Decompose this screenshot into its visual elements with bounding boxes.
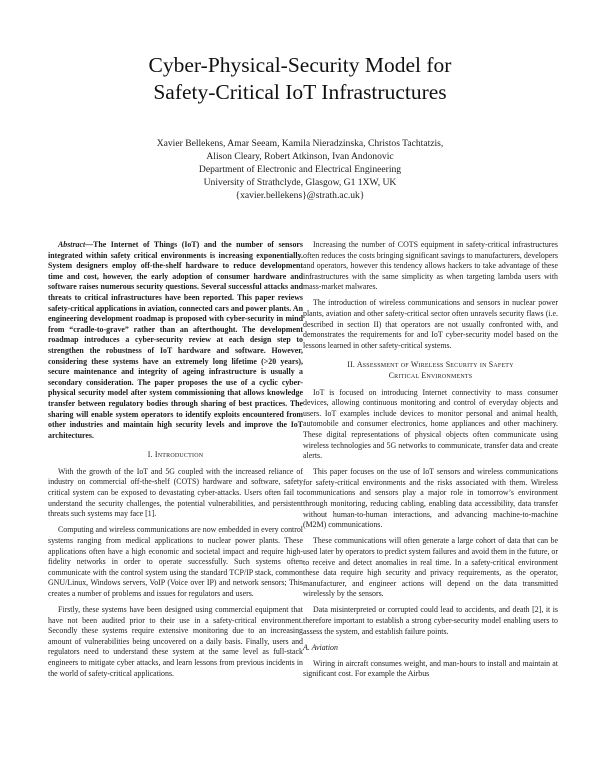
- right-column: [303, 240, 558, 685]
- author-block: [60, 137, 540, 202]
- intro-paragraph-2: Computing and wireless communications are now embedded in every control systems ranging from medical applications to nuclear power plants. These applications often have a high economic and societal impact and require high-fidelity networks in order to operate successfully. Such systems often communicate with the control system using the standard TCP/IP stack, common GNU/Linux, Windows servers, VoIP (Voice over IP) and network sensors; This creates a number of problems and issues for regulators and users.: [48, 525, 303, 598]
- right-paragraph-7: Wiring in aircraft consumes weight, and man-hours to install and maintain at significant cost. For example the Airbus: [303, 658, 558, 679]
- paper-title: [40, 52, 560, 106]
- abstract: [48, 240, 303, 441]
- abstract-label: Abstract: [58, 240, 86, 249]
- right-paragraph-4: This paper focuses on the use of IoT sensors and wireless communications for safety-critical environments and the risks associated with them. Wireless communications and sensors play a major role in tomorrow’s environment through monitoring, reducing cabling, enabling data accessibility, data transfer without human-to-human interactions, and advancing machine-to-machine (M2M) communications.: [303, 467, 558, 530]
- affiliation-line-1: Department of Electronic and Electrical Engineering: [198, 164, 402, 175]
- intro-paragraph-1: With the growth of the IoT and 5G coupled with the increased reliance of industry on commercial off-the-shelf (COTS) hardware and software, safety critical system can be exposed to devastating cyber-attacks. Users often fail to understand the security challenges, the potential vulnerabilities, and persistent threats such systems may face [1].: [48, 466, 303, 519]
- affiliation-line-2: University of Strathclyde, Glasgow, G1 1XW, UK: [203, 177, 397, 188]
- section2-heading-line-1: II. Assessment of Wireless Security in Safety: [347, 360, 514, 370]
- right-paragraph-3: IoT is focused on introducing Internet connectivity to mass consumer devices, allowing continuous monitoring and control of everyday objects and users. IoT examples include devices to monitor personal and animal health, automobile and consumer electronics, home appliances and other machinery. These digital representations of physical objects often communicate using wireless technologies and 5G networks to communicate, transfer data and create alerts.: [303, 387, 558, 461]
- right-paragraph-1: Increasing the number of COTS equipment in safety-critical infrastructures often reduces the costs bringing significant savings to manufacturers, developers and operators, however this tendency allows hackers to take advantage of these infrastructures with the same simplicity as when targeting lambda users with mass-market malwares.: [303, 240, 558, 292]
- title-line-2: Safety-Critical IoT Infrastructures: [153, 80, 447, 104]
- section-heading-wireless-security: [303, 360, 558, 381]
- author-email: {xavier.bellekens}@strath.ac.uk}: [235, 190, 365, 201]
- abstract-text: —The Internet of Things (IoT) and the number of sensors integrated within safety critical environments is increasing exponentially. System designers employ off-the-shelf hardware to reduce development time and cost, however, the early adoption of consumer hardware and software raises numerous security questions. Several successful attacks and threats to critical infrastructures have been reported. This paper reviews safety-critical applications in aviation, connected cars and power plants. An engineering development roadmap is proposed with cyber-security in mind from “cradle-to-grave” rather than an afterthought. The development roadmap introduces a cyber-security review at each design step to strengthen the robustness of IoT hardware and software. However, considering these systems have an extremely long lifetime (>20 years), secure maintenance and integrity of ageing infrastructure is usually a secondary consideration. The paper proposes the use of a cyclic cyber-physical security model after system commissioning that allows knowledge transfer between regulatory bodies through sharing of best practices. The sharing will enable system operators to identify exploits encountered from other industries and maintain high security levels and improve the IoT architectures.: [48, 240, 303, 440]
- right-paragraph-2: The introduction of wireless communications and sensors in nuclear power plants, aviation and other safety-critical sector often unravels security flaws (i.e. described in section II) that operators are not usually confronted with, and demonstrates the requirements for and IoT cyber-security model based on the lessons learned in other safety-critical systems.: [303, 298, 558, 350]
- right-paragraph-6: Data misinterpreted or corrupted could lead to accidents, and death [2], it is therefore important to establish a strong cyber-security model enabling users to assess the system, and establish failure points.: [303, 605, 558, 636]
- title-line-1: Cyber-Physical-Security Model for: [148, 53, 452, 77]
- authors-line-2: Alison Cleary, Robert Atkinson, Ivan Andonovic: [206, 151, 394, 162]
- right-paragraph-5: These communications will often generate a large cohort of data that can be used later by operators to predict system failures and avoid them in the future, or to receive and detect anomalies in real time. In a safety-critical environment these data require high security and privacy requirements, as the operator, manufacturer, and engineer actions will depend on the data transmitted wirelessly by the sensors.: [303, 536, 558, 599]
- authors-line-1: Xavier Bellekens, Amar Seeam, Kamila Nieradzinska, Christos Tachtatzis,: [156, 138, 444, 149]
- intro-paragraph-3: Firstly, these systems have been designed using commercial equipment that have not been audited prior to their use in a safety-critical environment. Secondly these systems require extensive monitoring due to an increasing amount of vulnerabilities being uncovered on a daily basis. Finally, users and regulators need to understand these system at the same level as full-stack engineers to mitigate cyber attacks, and learn lessons from previous incidents in the world of safety-critical applications.: [48, 605, 303, 678]
- section-heading-introduction: I. Introduction: [147, 450, 204, 460]
- left-column: [48, 240, 303, 685]
- subsection-heading-aviation: A. Aviation: [303, 643, 338, 653]
- section2-heading-line-2: Critical Environments: [388, 371, 473, 381]
